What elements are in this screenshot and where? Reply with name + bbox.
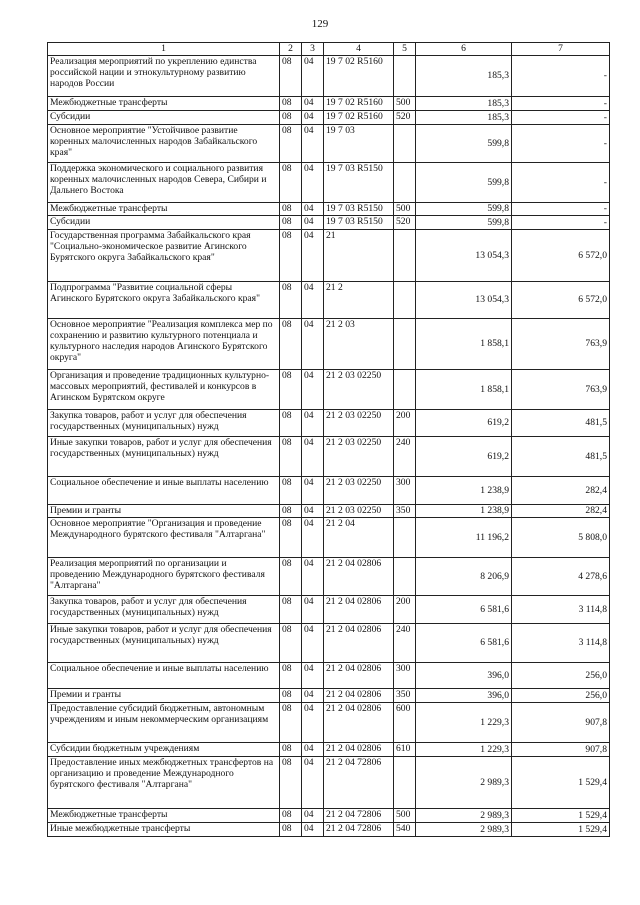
amount-col6: 1 858,1 <box>416 370 512 410</box>
subsection-code: 04 <box>302 823 324 837</box>
section-code: 08 <box>280 757 302 809</box>
row-name: Иные закупки товаров, работ и услуг для обеспечения государственных (муниципальных) нужд <box>48 624 280 663</box>
target-article: 19 7 03 R5150 <box>324 163 394 203</box>
amount-col7: 256,0 <box>512 663 610 689</box>
subsection-code: 04 <box>302 370 324 410</box>
section-code: 08 <box>280 624 302 663</box>
subsection-code: 04 <box>302 518 324 558</box>
row-name: Основное мероприятие "Реализация комплекса мер по сохранению и развитию культурного потенциала и культурного наследия народов Агинского Бурятского округа" <box>48 319 280 370</box>
subsection-code: 04 <box>302 477 324 505</box>
subsection-code: 04 <box>302 111 324 125</box>
amount-col6: 396,0 <box>416 689 512 703</box>
row-name: Организация и проведение традиционных культурно-массовых мероприятий, фестивалей и конкурсов в Агинском Бурятском округе <box>48 370 280 410</box>
expense-type <box>394 319 416 370</box>
table-row <box>48 809 610 823</box>
amount-col7: 907,8 <box>512 703 610 743</box>
subsection-code: 04 <box>302 558 324 596</box>
row-name: Иные межбюджетные трансферты <box>48 823 280 837</box>
amount-col7: 907,8 <box>512 743 610 757</box>
expense-type: 610 <box>394 743 416 757</box>
row-name: Подпрограмма "Развитие социальной сферы Агинского Бурятского округа Забайкальского края" <box>48 282 280 319</box>
table-row <box>48 125 610 163</box>
target-article: 21 2 04 02806 <box>324 558 394 596</box>
expense-type <box>394 518 416 558</box>
amount-col6: 2 989,3 <box>416 757 512 809</box>
row-name: Закупка товаров, работ и услуг для обеспечения государственных (муниципальных) нужд <box>48 410 280 437</box>
expense-type <box>394 282 416 319</box>
section-code: 08 <box>280 743 302 757</box>
target-article: 21 2 04 02806 <box>324 743 394 757</box>
col-header-7: 7 <box>512 43 610 56</box>
subsection-code: 04 <box>302 203 324 216</box>
amount-col7: 6 572,0 <box>512 230 610 282</box>
header-row <box>48 43 610 56</box>
table-row <box>48 216 610 230</box>
row-name: Предоставление иных межбюджетных трансфертов на организацию и проведение Международного бурятского фестиваля "Алтаргана" <box>48 757 280 809</box>
amount-col6: 1 238,9 <box>416 477 512 505</box>
amount-col7: 4 278,6 <box>512 558 610 596</box>
table-row <box>48 111 610 125</box>
subsection-code: 04 <box>302 437 324 477</box>
target-article: 19 7 02 R5160 <box>324 97 394 111</box>
table-row <box>48 56 610 97</box>
table-row <box>48 743 610 757</box>
table-row <box>48 663 610 689</box>
amount-col6: 185,3 <box>416 56 512 97</box>
target-article: 21 2 04 72806 <box>324 809 394 823</box>
row-name: Государственная программа Забайкальского края "Социально-экономическое развитие Агинского Бурятского округа Забайкальского края" <box>48 230 280 282</box>
expense-type: 200 <box>394 410 416 437</box>
table-row <box>48 203 610 216</box>
target-article: 21 2 04 02806 <box>324 596 394 624</box>
amount-col7: 282,4 <box>512 477 610 505</box>
target-article: 21 2 03 02250 <box>324 505 394 518</box>
expense-type: 240 <box>394 437 416 477</box>
table-row <box>48 319 610 370</box>
target-article: 21 2 04 02806 <box>324 703 394 743</box>
row-name: Закупка товаров, работ и услуг для обеспечения государственных (муниципальных) нужд <box>48 596 280 624</box>
section-code: 08 <box>280 163 302 203</box>
target-article: 21 2 <box>324 282 394 319</box>
amount-col6: 11 196,2 <box>416 518 512 558</box>
target-article: 19 7 03 <box>324 125 394 163</box>
subsection-code: 04 <box>302 505 324 518</box>
table-row <box>48 518 610 558</box>
section-code: 08 <box>280 663 302 689</box>
section-code: 08 <box>280 689 302 703</box>
target-article: 21 2 03 02250 <box>324 370 394 410</box>
row-name: Субсидии <box>48 111 280 125</box>
table-row <box>48 596 610 624</box>
amount-col6: 1 229,3 <box>416 703 512 743</box>
amount-col6: 619,2 <box>416 410 512 437</box>
amount-col6: 2 989,3 <box>416 823 512 837</box>
expense-type: 500 <box>394 97 416 111</box>
subsection-code: 04 <box>302 230 324 282</box>
subsection-code: 04 <box>302 97 324 111</box>
amount-col6: 13 054,3 <box>416 230 512 282</box>
row-name: Иные закупки товаров, работ и услуг для обеспечения государственных (муниципальных) нужд <box>48 437 280 477</box>
expense-type <box>394 757 416 809</box>
section-code: 08 <box>280 410 302 437</box>
expense-type: 200 <box>394 596 416 624</box>
amount-col7: 6 572,0 <box>512 282 610 319</box>
subsection-code: 04 <box>302 743 324 757</box>
amount-col6: 619,2 <box>416 437 512 477</box>
amount-col7: 5 808,0 <box>512 518 610 558</box>
subsection-code: 04 <box>302 216 324 230</box>
subsection-code: 04 <box>302 757 324 809</box>
amount-col6: 599,8 <box>416 203 512 216</box>
amount-col7: - <box>512 111 610 125</box>
subsection-code: 04 <box>302 56 324 97</box>
row-name: Социальное обеспечение и иные выплаты населению <box>48 663 280 689</box>
section-code: 08 <box>280 230 302 282</box>
expense-type <box>394 230 416 282</box>
expense-type <box>394 125 416 163</box>
subsection-code: 04 <box>302 809 324 823</box>
amount-col6: 6 581,6 <box>416 596 512 624</box>
target-article: 21 2 04 02806 <box>324 689 394 703</box>
row-name: Основное мероприятие "Организация и проведение Международного бурятского фестиваля "Алтаргана" <box>48 518 280 558</box>
table-row <box>48 757 610 809</box>
subsection-code: 04 <box>302 319 324 370</box>
table-row <box>48 282 610 319</box>
section-code: 08 <box>280 437 302 477</box>
row-name: Реализация мероприятий по организации и проведению Международного бурятского фестиваля "Алтаргана" <box>48 558 280 596</box>
row-name: Межбюджетные трансферты <box>48 809 280 823</box>
amount-col7: 481,5 <box>512 437 610 477</box>
amount-col7: 1 529,4 <box>512 757 610 809</box>
table-row <box>48 689 610 703</box>
expense-type <box>394 56 416 97</box>
expense-type: 520 <box>394 216 416 230</box>
amount-col6: 1 858,1 <box>416 319 512 370</box>
amount-col7: 256,0 <box>512 689 610 703</box>
row-name: Социальное обеспечение и иные выплаты населению <box>48 477 280 505</box>
expense-type <box>394 163 416 203</box>
section-code: 08 <box>280 56 302 97</box>
amount-col6: 185,3 <box>416 97 512 111</box>
amount-col7: 3 114,8 <box>512 624 610 663</box>
target-article: 21 2 03 02250 <box>324 410 394 437</box>
target-article: 21 2 03 02250 <box>324 437 394 477</box>
row-name: Субсидии <box>48 216 280 230</box>
amount-col7: - <box>512 163 610 203</box>
col-header-3: 3 <box>302 43 324 56</box>
table-row <box>48 370 610 410</box>
subsection-code: 04 <box>302 663 324 689</box>
amount-col7: 763,9 <box>512 370 610 410</box>
subsection-code: 04 <box>302 596 324 624</box>
target-article: 21 2 03 <box>324 319 394 370</box>
target-article: 19 7 02 R5160 <box>324 56 394 97</box>
amount-col6: 599,8 <box>416 216 512 230</box>
expense-type: 240 <box>394 624 416 663</box>
expense-type: 350 <box>394 505 416 518</box>
target-article: 21 2 04 <box>324 518 394 558</box>
section-code: 08 <box>280 282 302 319</box>
section-code: 08 <box>280 97 302 111</box>
target-article: 21 <box>324 230 394 282</box>
table-row <box>48 624 610 663</box>
amount-col6: 6 581,6 <box>416 624 512 663</box>
table-row <box>48 410 610 437</box>
expense-type: 300 <box>394 663 416 689</box>
amount-col7: - <box>512 125 610 163</box>
amount-col7: 763,9 <box>512 319 610 370</box>
amount-col6: 2 989,3 <box>416 809 512 823</box>
col-header-2: 2 <box>280 43 302 56</box>
col-header-5: 5 <box>394 43 416 56</box>
target-article: 21 2 04 72806 <box>324 823 394 837</box>
amount-col7: - <box>512 216 610 230</box>
section-code: 08 <box>280 809 302 823</box>
section-code: 08 <box>280 477 302 505</box>
subsection-code: 04 <box>302 163 324 203</box>
section-code: 08 <box>280 703 302 743</box>
section-code: 08 <box>280 823 302 837</box>
row-name: Поддержка экономического и социального развития коренных малочисленных народов Севера, Сибири и Дальнего Востока <box>48 163 280 203</box>
expense-type: 350 <box>394 689 416 703</box>
table-row <box>48 97 610 111</box>
subsection-code: 04 <box>302 282 324 319</box>
amount-col7: 1 529,4 <box>512 809 610 823</box>
row-name: Предоставление субсидий бюджетным, автономным учреждениям и иным некоммерческим организациям <box>48 703 280 743</box>
section-code: 08 <box>280 370 302 410</box>
expense-type <box>394 558 416 596</box>
section-code: 08 <box>280 125 302 163</box>
row-name: Межбюджетные трансферты <box>48 97 280 111</box>
row-name: Межбюджетные трансферты <box>48 203 280 216</box>
amount-col6: 1 229,3 <box>416 743 512 757</box>
expense-type <box>394 370 416 410</box>
target-article: 19 7 03 R5150 <box>324 203 394 216</box>
section-code: 08 <box>280 558 302 596</box>
section-code: 08 <box>280 203 302 216</box>
amount-col6: 8 206,9 <box>416 558 512 596</box>
amount-col6: 599,8 <box>416 125 512 163</box>
row-name: Субсидии бюджетным учреждениям <box>48 743 280 757</box>
page-number: 129 <box>311 18 329 30</box>
amount-col6: 599,8 <box>416 163 512 203</box>
table-row <box>48 823 610 837</box>
amount-col6: 396,0 <box>416 663 512 689</box>
subsection-code: 04 <box>302 125 324 163</box>
amount-col7: 3 114,8 <box>512 596 610 624</box>
col-header-4: 4 <box>324 43 394 56</box>
section-code: 08 <box>280 505 302 518</box>
target-article: 21 2 03 02250 <box>324 477 394 505</box>
row-name: Премии и гранты <box>48 505 280 518</box>
target-article: 21 2 04 72806 <box>324 757 394 809</box>
amount-col7: - <box>512 97 610 111</box>
section-code: 08 <box>280 319 302 370</box>
amount-col6: 1 238,9 <box>416 505 512 518</box>
row-name: Реализация мероприятий по укреплению единства российской нации и этнокультурному развитию народов России <box>48 56 280 97</box>
target-article: 21 2 04 02806 <box>324 663 394 689</box>
section-code: 08 <box>280 518 302 558</box>
subsection-code: 04 <box>302 703 324 743</box>
amount-col6: 185,3 <box>416 111 512 125</box>
amount-col7: 481,5 <box>512 410 610 437</box>
expense-type: 500 <box>394 809 416 823</box>
col-header-1: 1 <box>48 43 280 56</box>
subsection-code: 04 <box>302 689 324 703</box>
expense-type: 600 <box>394 703 416 743</box>
section-code: 08 <box>280 216 302 230</box>
amount-col7: 282,4 <box>512 505 610 518</box>
table-row <box>48 230 610 282</box>
col-header-6: 6 <box>416 43 512 56</box>
amount-col7: - <box>512 203 610 216</box>
target-article: 21 2 04 02806 <box>324 624 394 663</box>
table-row <box>48 558 610 596</box>
subsection-code: 04 <box>302 410 324 437</box>
amount-col7: 1 529,4 <box>512 823 610 837</box>
table-row <box>48 437 610 477</box>
section-code: 08 <box>280 111 302 125</box>
expense-type: 300 <box>394 477 416 505</box>
row-name: Основное мероприятие "Устойчивое развитие коренных малочисленных народов Забайкальского края" <box>48 125 280 163</box>
table-row <box>48 703 610 743</box>
amount-col6: 13 054,3 <box>416 282 512 319</box>
table-row <box>48 505 610 518</box>
expense-type: 540 <box>394 823 416 837</box>
expense-type: 500 <box>394 203 416 216</box>
budget-table <box>47 42 610 837</box>
table-row <box>48 477 610 505</box>
target-article: 19 7 02 R5160 <box>324 111 394 125</box>
section-code: 08 <box>280 596 302 624</box>
subsection-code: 04 <box>302 624 324 663</box>
amount-col7: - <box>512 56 610 97</box>
row-name: Премии и гранты <box>48 689 280 703</box>
target-article: 19 7 03 R5150 <box>324 216 394 230</box>
expense-type: 520 <box>394 111 416 125</box>
table-row <box>48 163 610 203</box>
